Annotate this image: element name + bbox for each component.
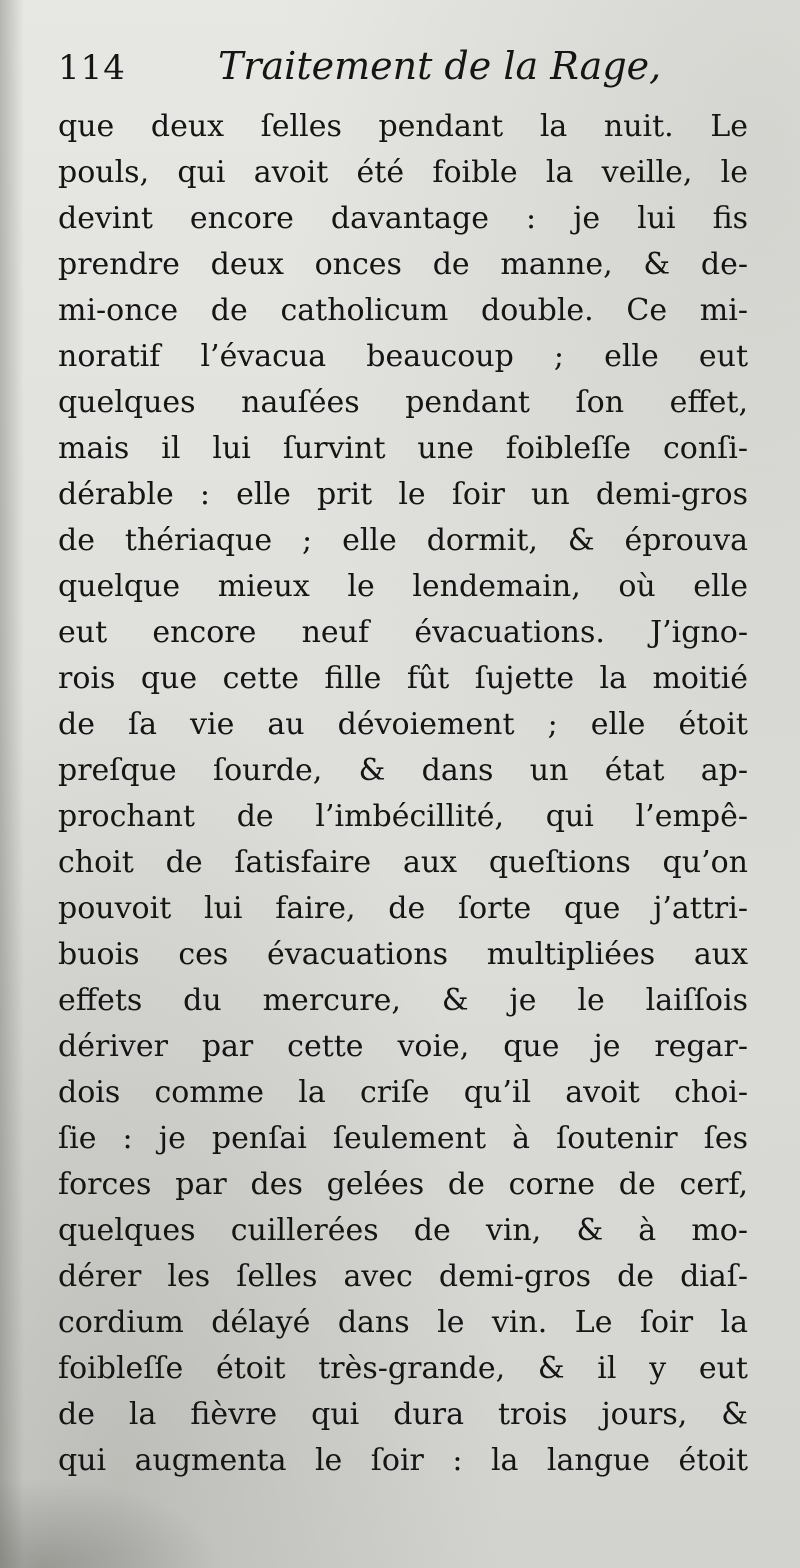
text-line: choit de ſatisfaire aux queſtions qu’on [58, 845, 748, 880]
text-line: mais il lui ſurvint une foibleſſe conſi- [58, 431, 748, 466]
body-text [58, 104, 748, 1484]
text-line: de thériaque ; elle dormit, & éprouva [58, 523, 748, 558]
page-header [58, 42, 758, 102]
text-line: pouvoit lui faire, de ſorte que j’attri- [58, 891, 748, 926]
text-line: dérable : elle prit le ſoir un demi-gros [58, 477, 748, 512]
text-line: cordium délayé dans le vin. Le ſoir la [58, 1305, 748, 1340]
running-title: Traitement de la Rage, [218, 44, 662, 88]
text-line: prochant de l’imbécillité, qui l’empê- [58, 799, 748, 834]
text-line: preſque ſourde, & dans un état ap- [58, 753, 748, 788]
text-line: quelque mieux le lendemain, où elle [58, 569, 748, 604]
text-line: dériver par cette voie, que je regar- [58, 1029, 748, 1064]
page-edge-shadow [0, 0, 24, 1568]
text-line: mi-once de catholicum double. Ce mi- [58, 293, 748, 328]
text-line: rois que cette fille fût ſujette la moitié [58, 661, 748, 696]
text-line: qui augmenta le ſoir : la langue étoit [58, 1443, 748, 1478]
text-line: foibleſſe étoit très-grande, & il y eut [58, 1351, 748, 1386]
text-line: prendre deux onces de manne, & de- [58, 247, 748, 282]
text-line: devint encore davantage : je lui fis [58, 201, 748, 236]
text-line: que deux ſelles pendant la nuit. Le [58, 109, 748, 144]
text-line: forces par des gelées de corne de cerf, [58, 1167, 748, 1202]
text-line: dois comme la criſe qu’il avoit choi- [58, 1075, 748, 1110]
text-line: eut encore neuf évacuations. J’igno- [58, 615, 748, 650]
text-line: de la fièvre qui dura trois jours, & [58, 1397, 748, 1432]
text-line: ſie : je penſai ſeulement à ſoutenir ſes [58, 1121, 748, 1156]
text-line: quelques cuillerées de vin, & à mo- [58, 1213, 748, 1248]
page-number: 114 [58, 48, 126, 88]
text-line: de ſa vie au dévoiement ; elle étoit [58, 707, 748, 742]
text-line: noratif l’évacua beaucoup ; elle eut [58, 339, 748, 374]
page-corner-shadow [0, 1478, 220, 1568]
text-line: dérer les ſelles avec demi-gros de diaſ- [58, 1259, 748, 1294]
text-line: quelques nauſées pendant ſon effet, [58, 385, 748, 420]
text-line: effets du mercure, & je le laiſſois [58, 983, 748, 1018]
text-line: buois ces évacuations multipliées aux [58, 937, 748, 972]
text-line: pouls, qui avoit été foible la veille, le [58, 155, 748, 190]
